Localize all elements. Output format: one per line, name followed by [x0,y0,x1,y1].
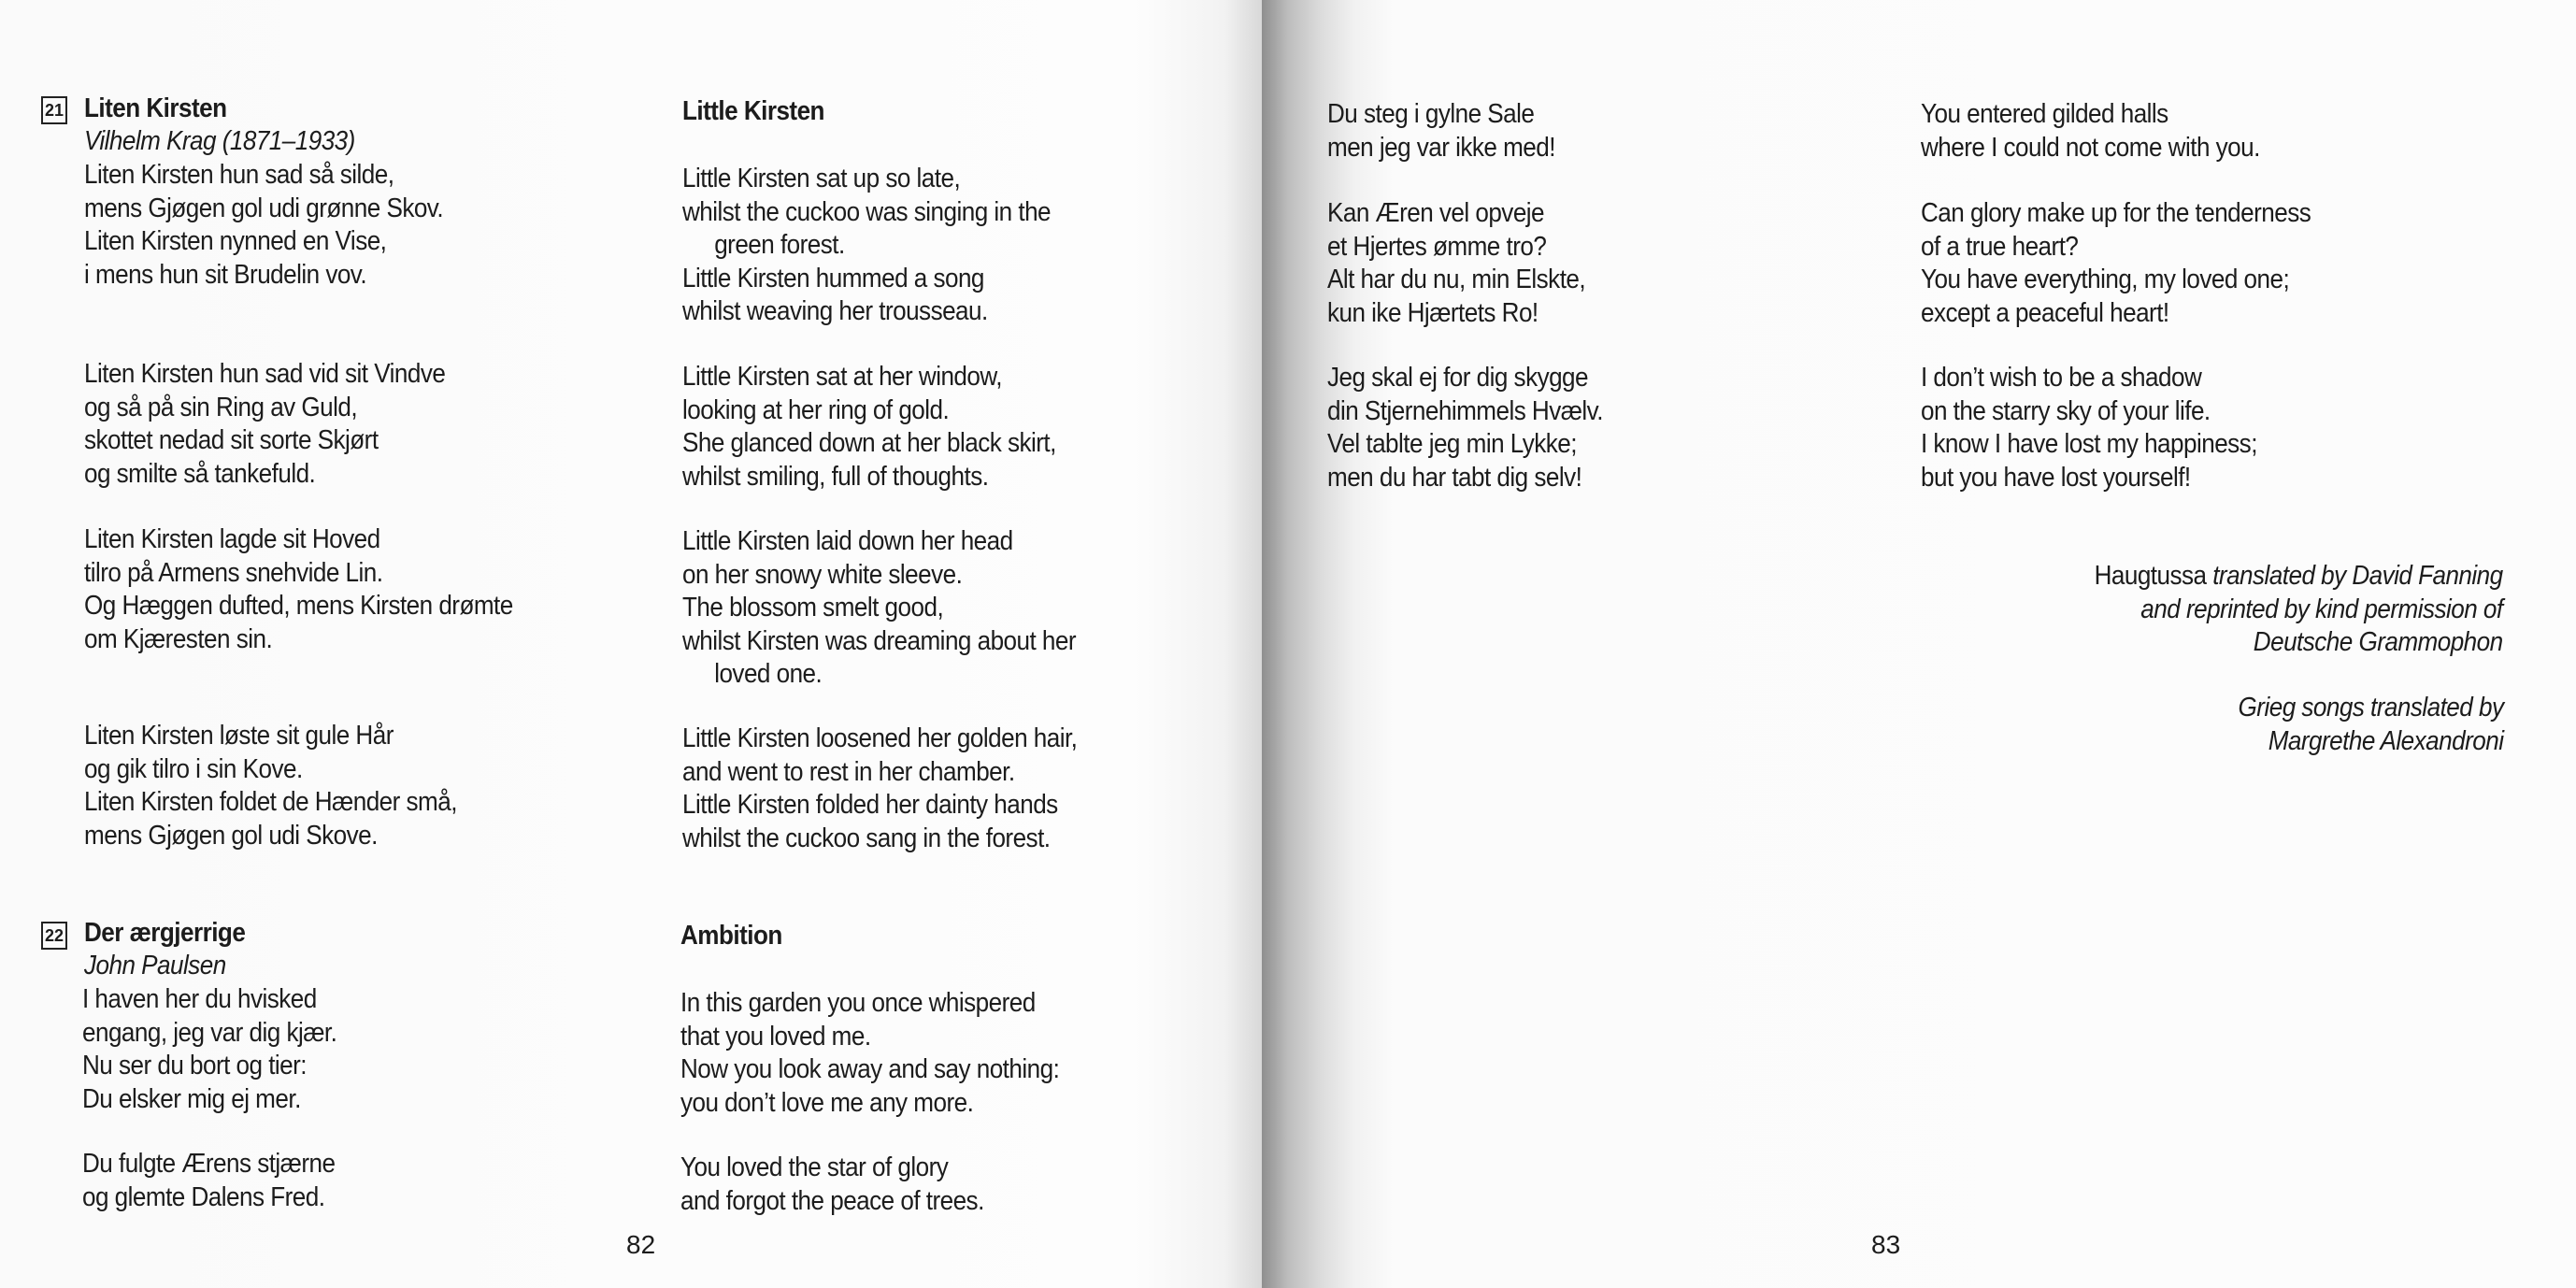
stanza [84,720,457,852]
verse-line: om Kjæresten sin. [84,623,273,654]
verse-line: men du har tabt dig selv! [1327,462,1582,493]
verse-line: You have everything, my loved one; [1921,265,2290,294]
verse-line: Du steg i gylne Sale [1327,99,1535,129]
verse-line: whilst Kirsten was dreaming about her [682,625,1077,656]
verse-line: and went to rest in her chamber. [682,756,1015,787]
verse-line: that you loved me. [680,1021,871,1052]
verse-line: green forest. [714,230,845,260]
verse-line: Liten Kirsten foldet de Hænder små, [84,787,457,817]
right-page [1262,0,2576,1288]
credit-translator: translated by David Fanning [2212,561,2503,591]
verse-line: Du elsker mig ej mer. [82,1083,301,1114]
verse-line: Liten Kirsten nynned en Vise, [84,226,387,256]
verse-line: You loved the star of glory [680,1152,949,1182]
left-page [0,0,1262,1288]
credit-line: and reprinted by kind permission of [2140,594,2503,624]
stanza [682,525,1076,692]
stanza [680,1152,984,1218]
song-author-21: Vilhelm Krag (1871–1933) [84,126,355,156]
verse-line: I know I have lost my happiness; [1921,429,2257,459]
verse-line: Little Kirsten sat up so late, [682,164,961,193]
verse-line: Liten Kirsten hun sad vid sit Vindve [84,359,446,389]
verse-line: looking at her ring of gold. [682,394,950,425]
verse-line: tilro på Armens snehvide Lin. [84,557,383,588]
verse-line: din Stjernehimmels Hvælv. [1327,395,1603,426]
verse-line: and forgot the peace of trees. [680,1185,984,1216]
stanza [680,987,1059,1120]
verse-line: mens Gjøgen gol udi Skove. [84,820,378,851]
credit-line: Margrethe Alexandroni [2268,725,2503,756]
stanza [82,983,336,1116]
verse-line: engang, jeg var dig kjær. [82,1017,337,1048]
verse-line: og så på sin Ring av Guld, [84,392,358,422]
stanza [1921,362,2257,494]
verse-line: on the starry sky of your life. [1921,395,2211,426]
verse-line: Og Hæggen dufted, mens Kirsten drømte [84,591,513,621]
verse-line: whilst the cuckoo sang in the forest. [682,823,1051,853]
verse-line: whilst smiling, full of thoughts. [682,461,989,492]
verse-line: Can glory make up for the tenderness [1921,198,2311,228]
verse-line: I haven her du hvisked [82,984,317,1014]
verse-line: of a true heart? [1921,231,2079,262]
verse-line: you don’t love me any more. [680,1087,974,1118]
verse-line: Nu ser du bort og tier: [82,1051,308,1080]
verse-line: og gik tilro i sin Kove. [84,753,303,784]
verse-line: skottet nedad sit sorte Skjørt [84,425,379,455]
verse-line: men jeg var ikke med! [1327,132,1555,163]
verse-line: Little Kirsten loosened her golden hair, [682,723,1078,753]
verse-line: Little Kirsten laid down her head [682,526,1013,556]
song-title-en-21: Little Kirsten [682,96,824,126]
verse-line: i mens hun sit Brudelin vov. [84,259,367,290]
stanza [1327,197,1585,330]
credit-line: Grieg songs translated by [2238,693,2503,723]
verse-line: Liten Kirsten hun sad så silde, [84,160,394,190]
verse-line: og smilte så tankefuld. [84,458,316,489]
stanza [1327,362,1603,494]
stanza [84,358,445,491]
verse-line: Kan Æren vel opveje [1327,198,1545,228]
verse-line: Du fulgte Ærens stjærne [82,1149,336,1179]
verse-line: Vel tablte jeg min Lykke; [1327,429,1577,459]
track-number-21: 21 [41,96,67,124]
verse-line: Little Kirsten hummed a song [682,263,984,293]
verse-line: Little Kirsten folded her dainty hands [682,790,1058,820]
stanza [1921,98,2260,165]
verse-line: kun ike Hjærtets Ro! [1327,297,1538,328]
translation-credit [2095,560,2503,660]
verse-line: She glanced down at her black skirt, [682,428,1056,458]
stanza [682,163,1051,329]
stanza [84,523,513,656]
song-title-no-22: Der ærgjerrige [84,918,246,948]
track-number-22: 22 [41,922,67,950]
verse-line: Now you look away and say nothing: [680,1054,1060,1084]
verse-line: You entered gilded halls [1921,99,2168,129]
song-title-en-22: Ambition [680,921,782,951]
verse-line: et Hjertes ømme tro? [1327,231,1547,262]
song-author-22: John Paulsen [84,951,226,980]
verse-line: on her snowy white sleeve. [682,559,963,590]
credit-line: Deutsche Grammophon [2254,627,2503,657]
stanza [1921,197,2311,330]
stanza [682,723,1077,855]
verse-line: whilst weaving her trousseau. [682,296,988,326]
verse-line: mens Gjøgen gol udi grønne Skov. [84,193,444,223]
song-title-no-21: Liten Kirsten [84,93,227,123]
verse-line: Alt har du nu, min Elskte, [1327,265,1586,294]
credit-haugtussa: Haugtussa [2094,561,2207,591]
verse-line: loved one. [714,659,823,689]
verse-line: whilst the cuckoo was singing in the [682,196,1052,227]
stanza [682,361,1056,494]
verse-line: except a peaceful heart! [1921,297,2169,328]
stanza [82,1148,335,1214]
page-number: 83 [1871,1230,1901,1259]
stanza [84,159,443,292]
verse-line: The blossom smelt good, [682,593,944,623]
grieg-translation-credit [2238,692,2503,758]
verse-line: og glemte Dalens Fred. [82,1181,325,1212]
verse-line: Liten Kirsten løste sit gule Hår [84,721,394,751]
verse-line: but you have lost yourself! [1921,462,2191,493]
verse-line: Jeg skal ej for dig skygge [1327,363,1589,393]
verse-line: where I could not come with you. [1921,132,2260,163]
verse-line: I don’t wish to be a shadow [1921,363,2202,393]
page-number: 82 [626,1230,656,1259]
verse-line: Little Kirsten sat at her window, [682,362,1002,392]
verse-line: Liten Kirsten lagde sit Hoved [84,524,380,554]
verse-line: In this garden you once whispered [680,988,1036,1018]
stanza [1327,98,1555,165]
